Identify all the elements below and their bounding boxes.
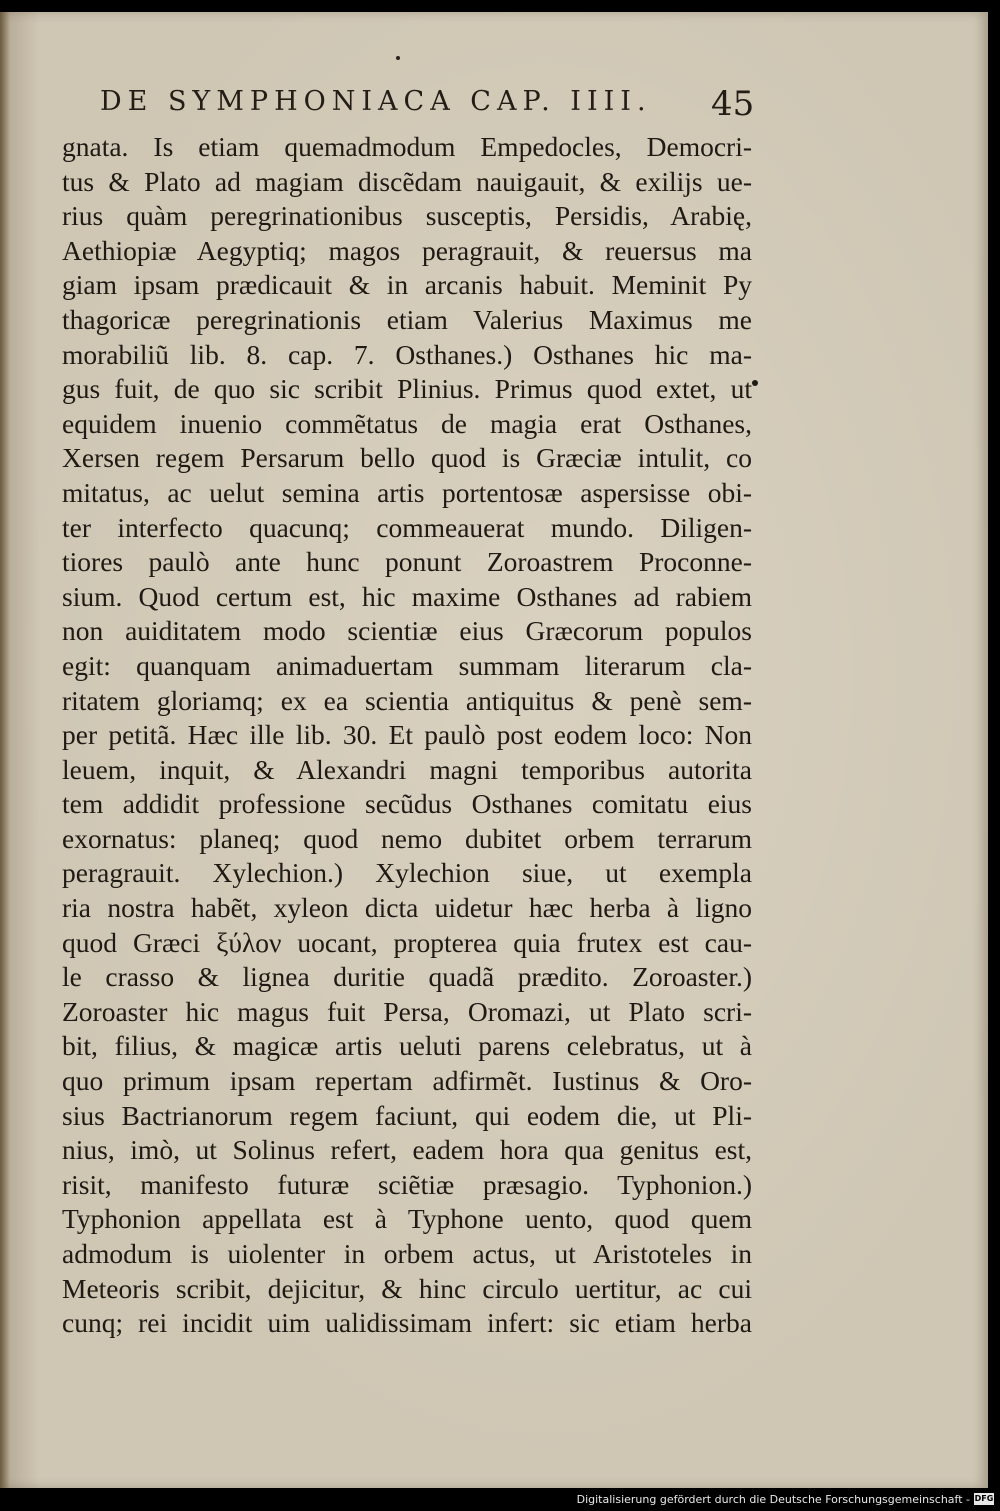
text-line: Typhonion appellata est à Typhone uento, quod quem (62, 1203, 752, 1235)
text-line: morabiliũ lib. 8. cap. 7. Osthanes.) Osthanes hic ma- (62, 338, 752, 370)
top-ink-dot (396, 56, 400, 60)
text-line: gnata. Is etiam quemadmodum Empedocles, Democri- (62, 131, 752, 162)
margin-mark (752, 380, 758, 386)
text-line: exornatus: planeq; quod nemo dubitet orbem terrarum (62, 822, 752, 854)
text-line: tiores paulò ante hunc ponunt Zoroastrem Proconne- (62, 546, 752, 578)
text-line: cunq; rei incidit uim ualidissimam infert: sic etiam herba (62, 1307, 752, 1339)
running-head: DE SYMPHONIACA CAP. IIII. (100, 86, 652, 117)
text-line: thagoricæ peregrinationis etiam Valerius Maximus me (62, 303, 752, 335)
text-line: tus & Plato ad magiam discẽdam nauigauit, & exilijs ue- (62, 165, 752, 197)
page-gutter-shadow (0, 12, 10, 1488)
text-line: quod Græci ξύλον uocant, propterea quia frutex est cau- (62, 926, 752, 958)
text-line: equidem inuenio commẽtatus de magia erat Osthanes, (62, 407, 752, 439)
text-line: per petitã. Hæc ille lib. 30. Et paulò post eodem loco: Non (62, 719, 752, 751)
text-line: sium. Quod certum est, hic maxime Osthanes ad rabiem (62, 580, 752, 612)
text-line: ter interfecto quacunq; commeauerat mundo. Diligen- (62, 511, 752, 543)
text-line: leuem, inquit, & Alexandri magni temporibus autorita (62, 753, 752, 785)
text-line: egit: quanquam animaduertam summam literarum cla- (62, 649, 752, 681)
text-line: nius, imò, ut Solinus refert, eadem hora qua genitus est, (62, 1134, 752, 1166)
dfg-logo: DFG (974, 1494, 994, 1503)
text-line: giam ipsam prædicauit & in arcanis habuit. Meminit Py (62, 269, 752, 301)
text-line: sius Bactrianorum regem faciunt, qui eodem die, ut Pli- (62, 1099, 752, 1131)
digitization-credit: Digitalisierung gefördert durch die Deutsche Forschungsgemeinschaft - (576, 1493, 970, 1506)
body-text (62, 130, 752, 1341)
text-line: rius quàm peregrinationibus susceptis, Persidis, Arabię, (62, 200, 752, 232)
text-line: le crasso & lignea duritie quadã prædito. Zoroaster.) (62, 961, 752, 993)
text-line: peragrauit. Xylechion.) Xylechion siue, ut exempla (62, 857, 752, 889)
text-line: risit, manifesto futuræ sciẽtiæ præsagio. Typhonion.) (62, 1168, 752, 1200)
text-line: tem addidit professione secũdus Osthanes comitatu eius (62, 788, 752, 820)
text-line: gus fuit, de quo sic scribit Plinius. Primus quod extet, ut (62, 373, 752, 405)
text-line: ritatem gloriamq; ex ea scientia antiquitus & penè sem- (62, 684, 752, 716)
text-line: ria nostra habẽt, xyleon dicta uidetur hæc herba à ligno (62, 892, 752, 924)
text-line: Aethiopiæ Aegyptiq; magos peragrauit, & reuersus ma (62, 234, 752, 266)
text-line: Xersen regem Persarum bello quod is Græciæ intulit, co (62, 442, 752, 474)
text-line: non auiditatem modo scientiæ eius Græcorum populos (62, 615, 752, 647)
text-line: quo primum ipsam repertam adfirmẽt. Iustinus & Oro- (62, 1065, 752, 1097)
text-line: Meteoris scribit, dejicitur, & hinc circulo uertitur, ac cui (62, 1272, 752, 1304)
text-line: admodum is uiolenter in orbem actus, ut Aristoteles in (62, 1238, 752, 1269)
text-line: mitatus, ac uelut semina artis portentosæ aspersisse obi- (62, 476, 752, 508)
text-line: bit, filius, & magicæ artis ueluti parens celebratus, ut à (62, 1030, 752, 1062)
text-line: Zoroaster hic magus fuit Persa, Oromazi, ut Plato scri- (62, 995, 752, 1027)
folio-number: 45 (711, 84, 755, 124)
